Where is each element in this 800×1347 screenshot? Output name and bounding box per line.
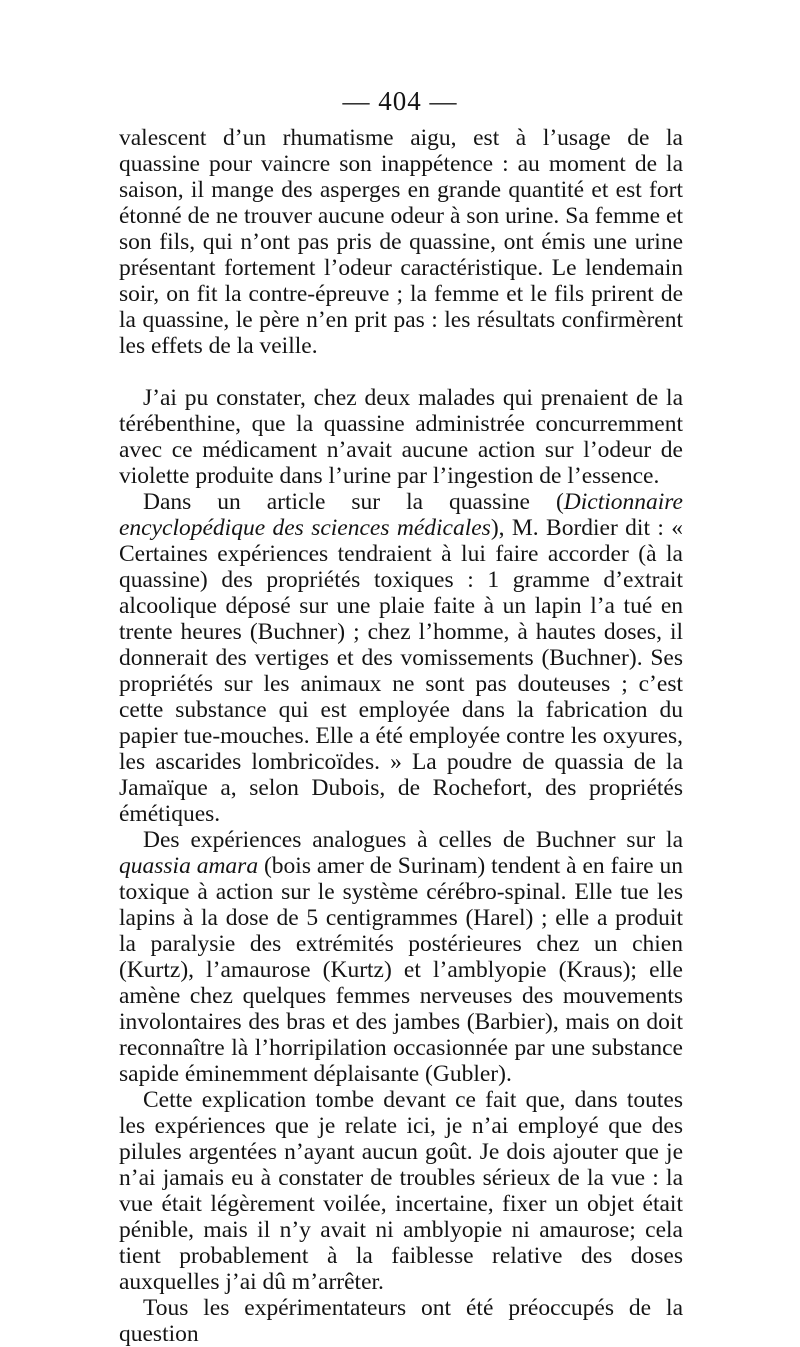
paragraph-6 bbox=[119, 1295, 683, 1347]
paragraph-text: Tous les expérimentateurs ont été préoccupés de la question bbox=[119, 1295, 683, 1347]
italic-species-name: quassia amara bbox=[119, 853, 259, 879]
paragraph-text: (bois amer de Surinam) tendent à en faire un toxique à action sur le système cérébro-spinal. Elle tue les lapins à la dose de 5 centigrammes (Harel) ; elle a produit la paralysie des extrémités postérieures chez un chien (Kurtz), l’amaurose (Kurtz) et l’amblyopie (Kraus); elle amène chez quelques femmes nerveuses des mouvements involontaires des bras et des jambes (Barbier), mais on doit reconnaître là l’horripilation occasionnée par une substance sapide éminemment déplaisante (Gubler). bbox=[119, 853, 683, 1087]
paragraph-text: Dans un article sur la quassine ( bbox=[143, 489, 564, 515]
paragraph-5 bbox=[119, 1087, 683, 1295]
paragraph-text: Des expériences analogues à celles de Buchner sur la bbox=[143, 827, 683, 853]
body-text bbox=[119, 125, 683, 1347]
italic-citation: Dictionnaire encyclopédique des sciences médicales bbox=[119, 489, 683, 541]
paragraph-text: ), M. Bordier dit : « Certaines expériences tendraient à lui faire accorder (à la quassine) des propriétés toxiques : 1 gramme d’extrait alcoolique déposé sur une plaie faite à un lapin l’a tué en trente heures (Buchner) ; chez l’homme, à hautes doses, il donnerait des vertiges et des vomissements (Buchner). Ses propriétés sur les animaux ne sont pas douteuses ; c’est cette substance qui est employée dans la fabrication du papier tue-mouches. Elle a été employée contre les oxyures, les ascarides lombricoïdes. » La poudre de quassia de la Jamaïque a, selon Dubois, de Rochefort, des propriétés émétiques. bbox=[119, 515, 683, 827]
paragraph-2 bbox=[119, 385, 683, 489]
paragraph-3 bbox=[119, 489, 683, 827]
paragraph-text: J’ai pu constater, chez deux malades qui prenaient de la térébenthine, que la quassine administrée concurremment avec ce médicament n’avait aucune action sur l’odeur de violette produite dans l’urine par l’ingestion de l’essence. bbox=[119, 385, 683, 489]
paragraph-text: Cette explication tombe devant ce fait que, dans toutes les expériences que je relate ici, je n’ai employé que des pilules argentées n’ayant aucun goût. Je dois ajouter que je n’ai jamais eu à constater de troubles sérieux de la vue : la vue était légèrement voilée, incertaine, fixer un objet était pénible, mais il n’y avait ni amblyopie ni amaurose; cela tient probablement à la faiblesse relative des doses auxquelles j’ai dû m’arrêter. bbox=[119, 1087, 683, 1295]
paragraph-1 bbox=[119, 125, 683, 359]
page-number: — 404 — bbox=[342, 86, 458, 116]
paragraph-4 bbox=[119, 827, 683, 1087]
paragraph-text: valescent d’un rhumatisme aigu, est à l’usage de la quassine pour vaincre son inappétence : au moment de la saison, il mange des asperges en grande quantité et est fort étonné de ne trouver aucune odeur à son urine. Sa femme et son fils, qui n’ont pas pris de quassine, ont émis une urine présentant fortement l’odeur caractéristique. Le lendemain soir, on fit la contre-épreuve ; la femme et le fils prirent de la quassine, le père n’en prit pas : les résultats confirmèrent les effets de la veille. bbox=[119, 125, 683, 359]
